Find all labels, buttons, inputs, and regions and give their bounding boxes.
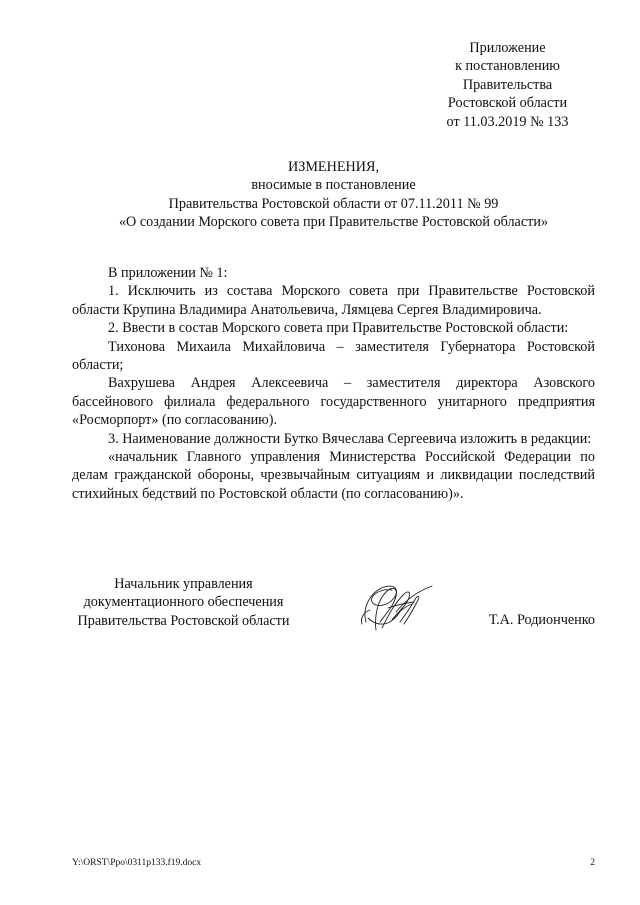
handwritten-signature [352,578,438,640]
document-body [72,264,595,503]
title-line: вносимые в постановление [251,177,416,194]
footer-file-path: Y:\ORST\Ppo\0311p133.f19.docx [72,858,202,868]
document-title [72,158,595,232]
body-paragraph: Вахрушева Андрея Алексеевича – заместителя директора Азовского бассейнового филиала федерального государственного унитарного предприятия «Росморпорт» (по согласованию). [72,375,595,429]
attachment-header [420,39,595,131]
body-paragraph: 1. Исключить из состава Морского совета при Правительстве Ростовской области Крупина Владимира Анатольевича, Лямцева Сергея Владимировича. [72,283,595,318]
page-number: 2 [590,858,595,868]
attachment-line: Ростовской области [447,95,568,112]
attachment-line: Приложение [469,40,546,56]
body-paragraph: Тихонова Михаила Михайловича – заместителя Губернатора Ростовской области; [72,338,595,374]
title-line: Правительства Ростовской области от 07.11.2011 № 99 [168,195,499,212]
position-line: документационного обеспечения [83,594,284,611]
position-line: Начальник управления [114,576,253,592]
body-paragraph: 3. Наименование должности Бутко Вячеслава Сергеевича изложить в редакции: [108,430,592,447]
title-heading: ИЗМЕНЕНИЯ, [287,159,380,175]
title-line: «О создании Морского совета при Правительстве Ростовской области» [118,214,549,231]
attachment-date-number: от 11.03.2019 № 133 [446,113,569,130]
body-paragraph: В приложении № 1: [108,265,228,281]
body-paragraph: 2. Ввести в состав Морского совета при Правительстве Ростовской области: [108,320,569,337]
attachment-line: Правительства [462,76,553,93]
body-paragraph: «начальник Главного управления Министерства Российской Федерации по делам гражданской обороны, чрезвычайным ситуациям и ликвидации последствий стихийных бедствий по Ростовской области (по согласованию)». [72,449,595,502]
attachment-line: к постановлению [455,58,560,75]
position-line: Правительства Ростовской области [77,612,290,629]
signatory-name: Т.А. Родионченко [488,612,595,628]
signatory-position [66,575,301,630]
